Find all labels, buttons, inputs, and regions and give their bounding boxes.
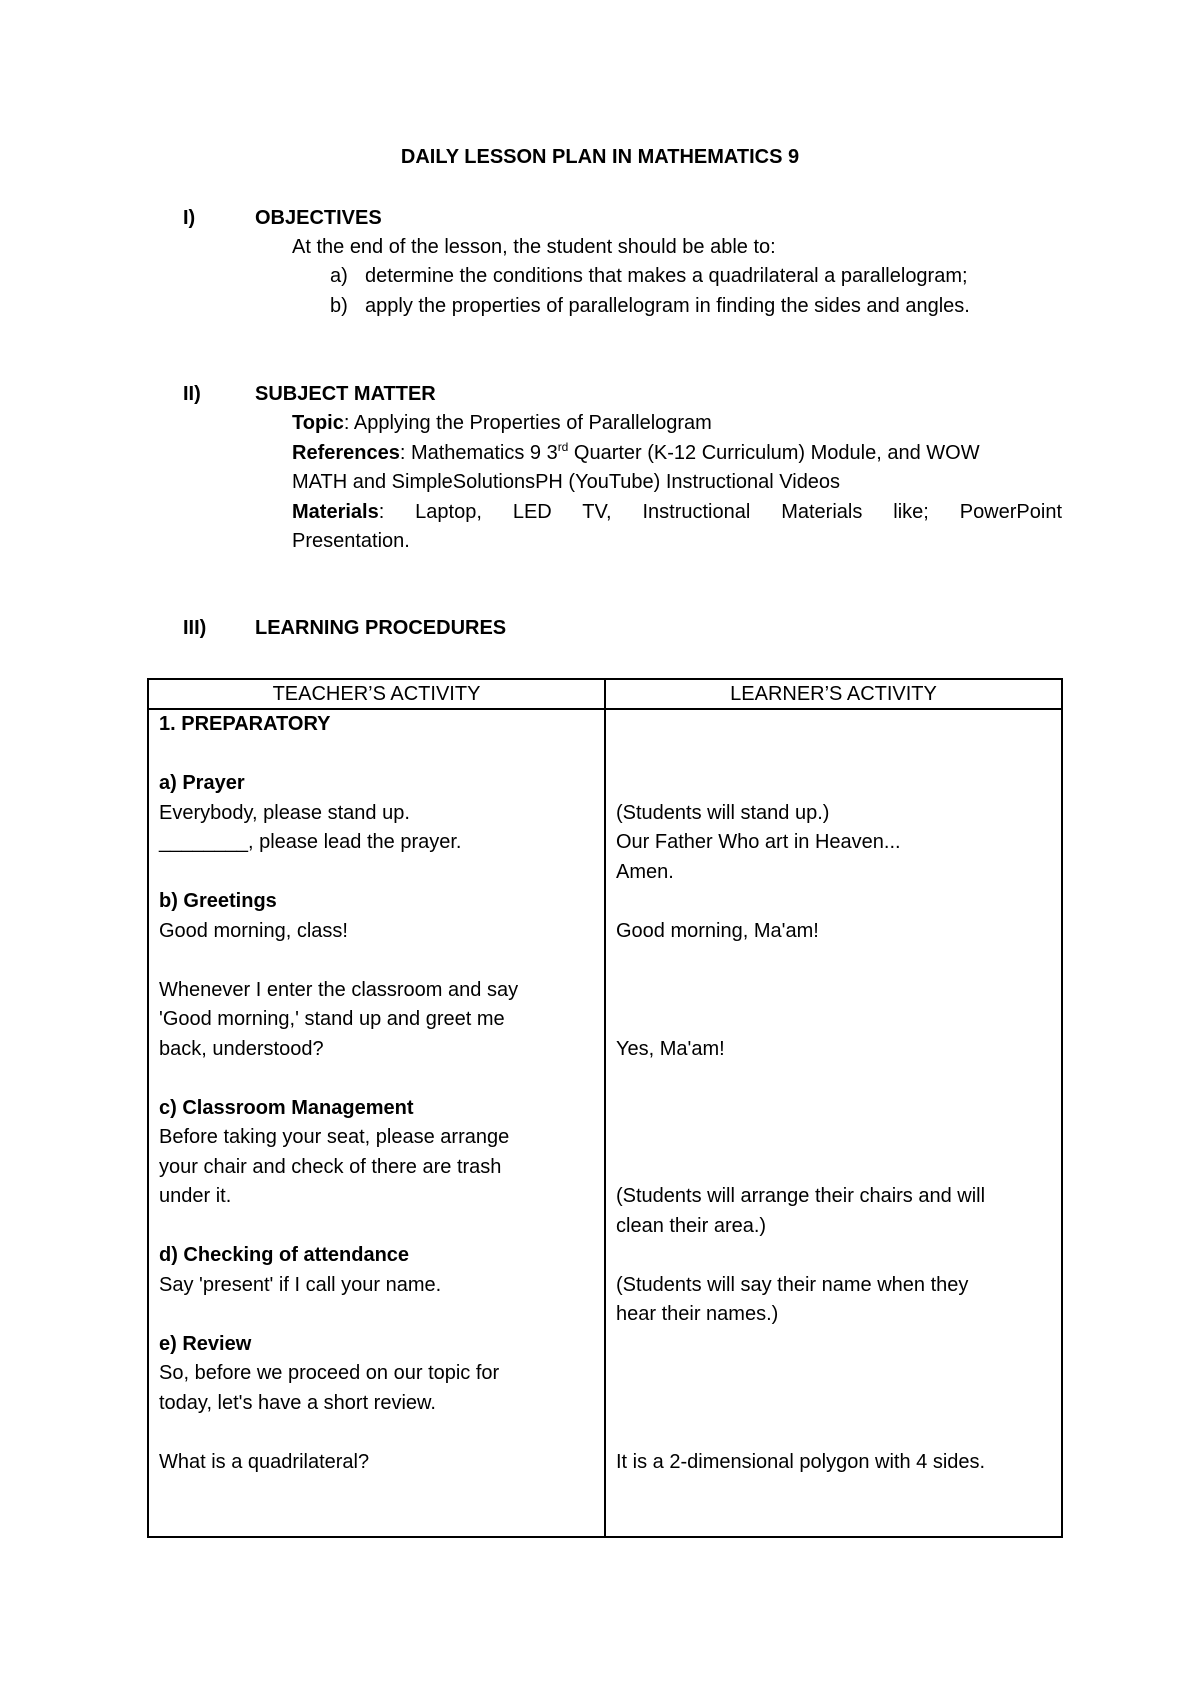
table-row	[148, 709, 1062, 1537]
review-heading: e) Review	[159, 1332, 252, 1355]
teacher-line: ________, please lead the prayer.	[159, 831, 462, 853]
learner-line: (Students will stand up.)	[616, 801, 830, 824]
column-header-teacher: TEACHER’S ACTIVITY	[148, 679, 605, 709]
references-text-b: Quarter (K-12 Curriculum) Module, and WOW	[568, 441, 980, 464]
attendance-heading: d) Checking of attendance	[159, 1244, 410, 1266]
subject-matter-body	[292, 409, 1062, 557]
teacher-line: your chair and check of there are trash	[159, 1155, 502, 1178]
materials-line-2: Presentation.	[292, 530, 410, 552]
materials-label: Materials	[292, 500, 379, 523]
greetings-heading: b) Greetings	[159, 890, 277, 912]
topic-line	[292, 409, 1062, 439]
materials-line	[292, 498, 1062, 528]
learner-line: hear their names.)	[616, 1303, 779, 1325]
references-line-2: MATH and SimpleSolutionsPH (YouTube) Instructional Videos	[292, 471, 841, 493]
column-header-learner: LEARNER’S ACTIVITY	[605, 679, 1062, 709]
objective-marker-a: a)	[330, 265, 348, 287]
teacher-line: So, before we proceed on our topic for	[159, 1362, 500, 1384]
page-title: DAILY LESSON PLAN IN MATHEMATICS 9	[400, 146, 800, 168]
teacher-line: Whenever I enter the classroom and say	[159, 978, 519, 1001]
section-heading-subject-matter: SUBJECT MATTER	[255, 383, 436, 405]
objective-text-a: determine the conditions that makes a quadrilateral a parallelogram;	[365, 265, 968, 287]
learner-line: (Students will say their name when they	[616, 1273, 969, 1296]
objective-marker-b: b)	[330, 295, 348, 317]
teacher-line: back, understood?	[159, 1037, 324, 1060]
table-header-row	[148, 679, 1062, 709]
learner-line: clean their area.)	[616, 1214, 767, 1237]
teacher-activity-cell	[148, 709, 605, 1537]
topic-label: Topic	[292, 412, 344, 434]
teacher-line: What is a quadrilateral?	[159, 1450, 370, 1473]
objective-text-b: apply the properties of parallelogram in finding the sides and angles.	[365, 295, 970, 317]
teacher-line: Say 'present' if I call your name.	[159, 1273, 442, 1296]
learner-line: Our Father Who art in Heaven...	[616, 831, 901, 853]
references-line	[292, 439, 1062, 469]
section-heading-objectives: OBJECTIVES	[255, 207, 382, 229]
teacher-line: Everybody, please stand up.	[159, 801, 410, 824]
references-superscript: rd	[557, 439, 569, 454]
section-heading-procedures: LEARNING PROCEDURES	[255, 617, 507, 639]
section-number-procedures: III)	[183, 617, 207, 639]
teacher-line: today, let's have a short review.	[159, 1391, 436, 1414]
learner-activity-cell	[605, 709, 1062, 1537]
objectives-intro: At the end of the lesson, the student should be able to:	[292, 236, 776, 258]
section-number-subject-matter: II)	[183, 383, 201, 405]
procedures-table	[147, 678, 1063, 1538]
learner-line: Good morning, Ma'am!	[616, 919, 819, 942]
topic-text: : Applying the Properties of Parallelogram	[343, 412, 712, 434]
preparatory-heading: 1. PREPARATORY	[159, 713, 331, 735]
classroom-management-heading: c) Classroom Management	[159, 1096, 414, 1119]
learner-line: Amen.	[616, 860, 674, 883]
teacher-line: under it.	[159, 1185, 232, 1207]
prayer-heading: a) Prayer	[159, 772, 245, 794]
references-text-a: : Mathematics 9 3	[399, 441, 558, 464]
section-number-objectives: I)	[183, 207, 196, 229]
learner-line: Yes, Ma'am!	[616, 1037, 725, 1060]
teacher-line: Good morning, class!	[159, 919, 348, 942]
teacher-line: Before taking your seat, please arrange	[159, 1126, 510, 1148]
teacher-line: 'Good morning,' stand up and greet me	[159, 1008, 505, 1030]
materials-text: : Laptop, LED TV, Instructional Materials like; PowerPoint	[378, 500, 1062, 523]
learner-line: It is a 2-dimensional polygon with 4 sides.	[616, 1450, 986, 1473]
references-label: References	[292, 441, 400, 464]
learner-line: (Students will arrange their chairs and will	[616, 1185, 986, 1207]
